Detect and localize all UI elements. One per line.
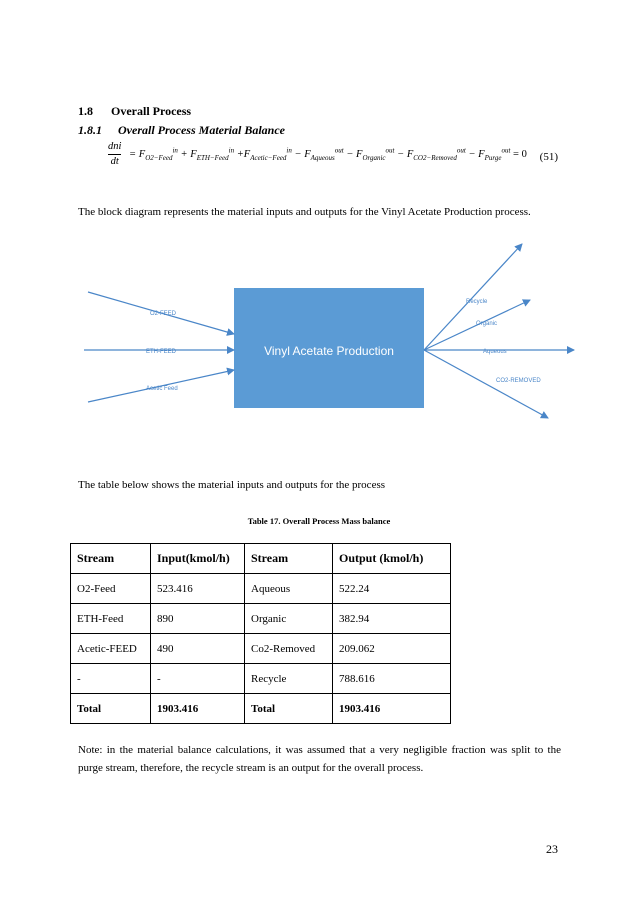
page-number: 23 (546, 842, 558, 856)
table-cell: 382.94 (333, 604, 451, 634)
header-cell: Input(kmol/h) (151, 544, 245, 574)
table-cell: - (71, 664, 151, 694)
input-label-acetic: Acetic Feed (146, 386, 178, 392)
subsection-heading (78, 123, 285, 138)
table-cell: Co2-Removed (245, 634, 333, 664)
section-number: 1.8 (78, 104, 93, 118)
table-cell: 890 (151, 604, 245, 634)
equation-term: − $F_{Organic}^{out}$ (346, 146, 395, 162)
total-cell: Total (71, 694, 151, 724)
output-label-aqueous: Aqueous (483, 349, 507, 355)
section-title: Overall Process (111, 104, 192, 118)
table-cell: ETH-Feed (71, 604, 151, 634)
header-cell: Stream (71, 544, 151, 574)
table-cell: Aqueous (245, 574, 333, 604)
equation-term: = $F_{O2-Feed}^{in}$ (129, 146, 178, 162)
table-cell: 522.24 (333, 574, 451, 604)
equation-term: $+F_{Acetic-Feed}^{in}$ (236, 146, 292, 162)
equation-term: − $F_{Aqueous}^{out}$ (294, 146, 344, 162)
table-row (71, 664, 451, 694)
output-label-recycle: Recycle (466, 299, 488, 305)
table-cell: Acetic-FEED (71, 634, 151, 664)
equation-lhs (108, 140, 121, 169)
note-paragraph: Note: in the material balance calculations, it was assumed that a very negligible fraction was split to the purge stream, therefore, the recycle stream is an output for the overall process. (78, 744, 561, 774)
table-intro-paragraph: The table below shows the material inputs and outputs for the process (78, 479, 386, 491)
table-header-row (71, 544, 451, 574)
subsection-number: 1.8.1 (78, 123, 102, 137)
input-label-o2: O2-FEED (150, 311, 177, 317)
balance-equation (108, 140, 527, 169)
table-cell: 788.616 (333, 664, 451, 694)
table-cell: Organic (245, 604, 333, 634)
output-label-co2: CO2-REMOVED (496, 378, 541, 384)
equation-term: − $F_{Purge}^{out}$ (468, 146, 511, 162)
equation-number: (51) (539, 151, 558, 163)
section-heading (78, 104, 191, 119)
process-block-label: Vinyl Acetate Production (264, 344, 394, 358)
output-arrow-recycle (424, 244, 522, 350)
table-cell: 490 (151, 634, 245, 664)
equation-rhs: = 0 (513, 148, 527, 160)
mass-balance-table (70, 543, 451, 724)
table-cell: 523.416 (151, 574, 245, 604)
subsection-title: Overall Process Material Balance (118, 123, 285, 137)
table-total-row (71, 694, 451, 724)
equation-term: + $F_{ETH-Feed}^{in}$ (180, 146, 235, 162)
table-row (71, 574, 451, 604)
total-cell: 1903.416 (333, 694, 451, 724)
diagram-intro-paragraph: The block diagram represents the material inputs and outputs for the Vinyl Acetate Production process. (78, 206, 531, 218)
table-row (71, 604, 451, 634)
total-cell: Total (245, 694, 333, 724)
table-row (71, 634, 451, 664)
header-cell: Stream (245, 544, 333, 574)
equation-lhs-numerator: dni (108, 141, 122, 152)
input-label-eth: ETH-FEED (146, 349, 176, 355)
table-cell: O2-Feed (71, 574, 151, 604)
output-label-organic: Organic (476, 321, 498, 327)
table-cell: - (151, 664, 245, 694)
table-caption: Table 17. Overall Process Mass balance (247, 516, 391, 526)
equation-lhs-denominator: dt (108, 154, 121, 169)
table-cell: Recycle (245, 664, 333, 694)
output-arrow-co2 (424, 350, 548, 418)
equation-term: − $F_{CO2-Removed}^{out}$ (397, 146, 466, 162)
header-cell: Output (kmol/h) (333, 544, 451, 574)
block-diagram (78, 232, 588, 432)
total-cell: 1903.416 (151, 694, 245, 724)
table-cell: 209.062 (333, 634, 451, 664)
